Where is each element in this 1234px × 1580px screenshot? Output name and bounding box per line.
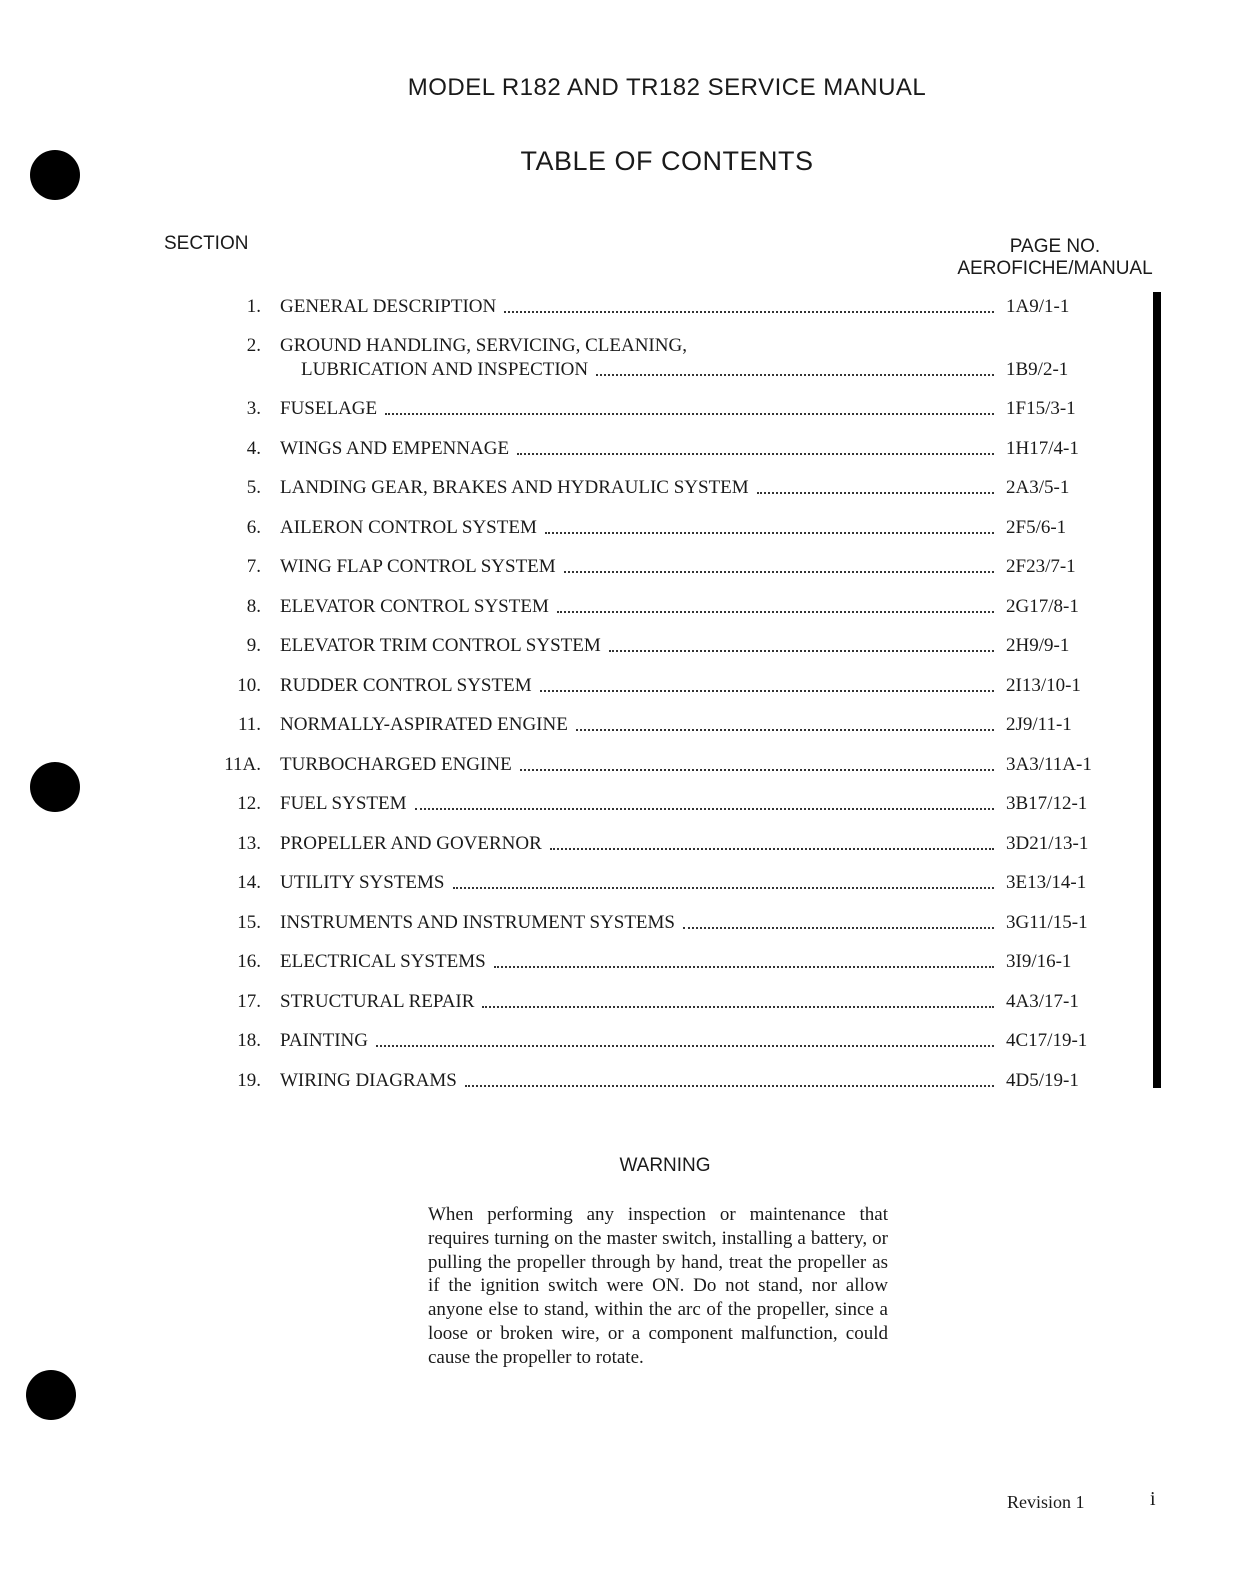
dot-leader: [557, 611, 994, 613]
dot-leader: [415, 808, 994, 810]
warning-title: WARNING: [619, 1155, 711, 1176]
toc-page-number: 1B9/2-1: [1006, 358, 1069, 380]
dot-leader: [545, 532, 994, 534]
toc-row[interactable]: [0, 872, 1234, 896]
toc-section-number: 18.: [237, 1030, 261, 1051]
toc-page-number: 1H17/4-1: [1006, 437, 1079, 459]
toc-page-number: 2A3/5-1: [1006, 477, 1070, 498]
toc-section-number: 9.: [246, 635, 261, 656]
toc-section-title: LANDING GEAR, BRAKES AND HYDRAULIC SYSTEM: [280, 477, 749, 498]
toc-page-number: 4C17/19-1: [1006, 1030, 1088, 1051]
toc-page-number: 2F23/7-1: [1006, 556, 1076, 577]
toc-page-number: 4A3/17-1: [1006, 990, 1079, 1012]
dot-leader: [576, 729, 994, 731]
dot-leader: [376, 1045, 994, 1047]
dot-leader: [482, 1006, 994, 1008]
toc-section-title: FUSELAGE: [280, 398, 378, 419]
toc-row[interactable]: [0, 477, 1234, 501]
dot-leader: [504, 311, 994, 313]
toc-section-number: 11A.: [224, 753, 261, 775]
toc-section-number: 15.: [237, 911, 261, 933]
toc-row[interactable]: [0, 438, 1234, 462]
toc-page-number: 2I13/10-1: [1006, 674, 1081, 696]
toc-section-number: 17.: [237, 990, 261, 1012]
toc-section-number: 1.: [246, 296, 261, 317]
dot-leader: [550, 848, 994, 850]
toc-page-number: 3A3/11A-1: [1006, 753, 1092, 775]
toc-row[interactable]: [0, 675, 1234, 699]
toc-section-number: 16.: [237, 951, 261, 972]
toc-page-number: 2H9/9-1: [1006, 635, 1070, 656]
toc-section-number: 4.: [246, 437, 261, 459]
toc-section-title: NORMALLY-ASPIRATED ENGINE: [280, 714, 568, 735]
toc-section-title: WIRING DIAGRAMS: [280, 1069, 457, 1091]
toc-page-number: 2F5/6-1: [1006, 516, 1067, 538]
dot-leader: [757, 492, 994, 494]
toc-section-title: LUBRICATION AND INSPECTION: [301, 358, 589, 380]
toc-page-number: 2J9/11-1: [1006, 714, 1072, 735]
toc-page-number: 3I9/16-1: [1006, 951, 1072, 972]
toc-row[interactable]: [0, 714, 1234, 738]
toc-section-title: WING FLAP CONTROL SYSTEM: [280, 556, 556, 577]
toc-section-title-line-1: GROUND HANDLING, SERVICING, CLEANING,: [280, 334, 687, 356]
toc-row[interactable]: [0, 793, 1234, 817]
dot-leader: [609, 650, 994, 652]
toc-row[interactable]: [0, 991, 1234, 1015]
toc-row[interactable]: [0, 1070, 1234, 1094]
page-title: TABLE OF CONTENTS: [520, 146, 814, 176]
page-number: i: [1150, 1488, 1156, 1510]
toc-section-number: 19.: [237, 1069, 261, 1091]
toc-section-title: INSTRUMENTS AND INSTRUMENT SYSTEMS: [280, 911, 676, 933]
toc-page-number: 2G17/8-1: [1006, 595, 1079, 617]
dot-leader: [540, 690, 994, 692]
page-column-header: [930, 236, 1180, 280]
toc-row[interactable]: [0, 335, 1234, 383]
dot-leader: [517, 453, 994, 455]
toc-section-title: PAINTING: [280, 1030, 368, 1051]
toc-section-number: 6.: [246, 516, 261, 538]
toc-section-number: 10.: [237, 674, 261, 696]
toc-section-title: RUDDER CONTROL SYSTEM: [280, 674, 532, 696]
toc-section-title: ELEVATOR CONTROL SYSTEM: [280, 595, 549, 617]
toc-row[interactable]: [0, 951, 1234, 975]
toc-section-number: 13.: [237, 832, 261, 854]
warning-body: When performing any inspection or maintenance that requires turning on the master switch, installing a battery, or pulling the propeller through by hand, treat the propeller as if the ignition switch were ON. Do not stand, nor allow anyone else to stand, within the arc of the propeller, since a loose or broken wire, or a component malfunction, could cause the propeller to rotate.: [428, 1204, 888, 1368]
toc-page-number: 3D21/13-1: [1006, 832, 1089, 854]
toc-section-title: TURBOCHARGED ENGINE: [280, 753, 512, 775]
toc-row[interactable]: [0, 1030, 1234, 1054]
toc-section-number: 8.: [246, 595, 261, 617]
toc-row[interactable]: [0, 596, 1234, 620]
dot-leader: [494, 966, 994, 968]
toc-page-number: 4D5/19-1: [1006, 1069, 1079, 1091]
toc-page-number: 3B17/12-1: [1006, 793, 1088, 814]
toc-section-number: 11.: [237, 714, 261, 735]
toc-section-title: AILERON CONTROL SYSTEM: [280, 516, 537, 538]
toc-section-number: 5.: [246, 477, 261, 498]
section-column-header: SECTION: [164, 233, 249, 254]
dot-leader: [596, 374, 994, 376]
toc-section-title: GENERAL DESCRIPTION: [280, 296, 497, 317]
toc-section-number: 7.: [246, 556, 261, 577]
page-label-line-2: AEROFICHE/MANUAL: [957, 258, 1153, 279]
toc-row[interactable]: [0, 912, 1234, 936]
dot-leader: [453, 887, 995, 889]
toc-section-number: 12.: [237, 793, 261, 814]
dot-leader: [465, 1085, 994, 1087]
toc-page-number: 3E13/14-1: [1006, 872, 1087, 893]
toc-page-number: 3G11/15-1: [1006, 911, 1088, 933]
dot-leader: [564, 571, 994, 573]
toc-row[interactable]: [0, 517, 1234, 541]
toc-row[interactable]: [0, 556, 1234, 580]
dot-leader: [520, 769, 994, 771]
toc-row[interactable]: [0, 398, 1234, 422]
toc-row[interactable]: [0, 833, 1234, 857]
toc-section-number: 2.: [246, 334, 261, 356]
toc-section-title: FUEL SYSTEM: [280, 793, 407, 814]
toc-section-title: PROPELLER AND GOVERNOR: [280, 832, 542, 854]
revision-label: Revision 1: [1007, 1492, 1085, 1512]
toc-section-title: WINGS AND EMPENNAGE: [280, 437, 510, 459]
toc-page-number: 1F15/3-1: [1006, 398, 1076, 419]
binder-hole-bottom: [26, 1370, 76, 1420]
document-title: MODEL R182 AND TR182 SERVICE MANUAL: [407, 74, 927, 101]
toc-section-title: ELEVATOR TRIM CONTROL SYSTEM: [280, 635, 601, 656]
toc-section-title: UTILITY SYSTEMS: [280, 872, 445, 893]
toc-row[interactable]: [0, 635, 1234, 659]
toc-section-number: 3.: [246, 398, 261, 419]
dot-leader: [385, 413, 994, 415]
toc-row[interactable]: [0, 754, 1234, 778]
toc-section-number: 14.: [237, 872, 261, 893]
toc-row[interactable]: [0, 296, 1234, 320]
toc-section-title: STRUCTURAL REPAIR: [280, 990, 475, 1012]
toc-page-number: 1A9/1-1: [1006, 296, 1070, 317]
dot-leader: [683, 927, 994, 929]
toc-section-title: ELECTRICAL SYSTEMS: [280, 951, 486, 972]
page-label-line-1: PAGE NO.: [1009, 236, 1101, 257]
